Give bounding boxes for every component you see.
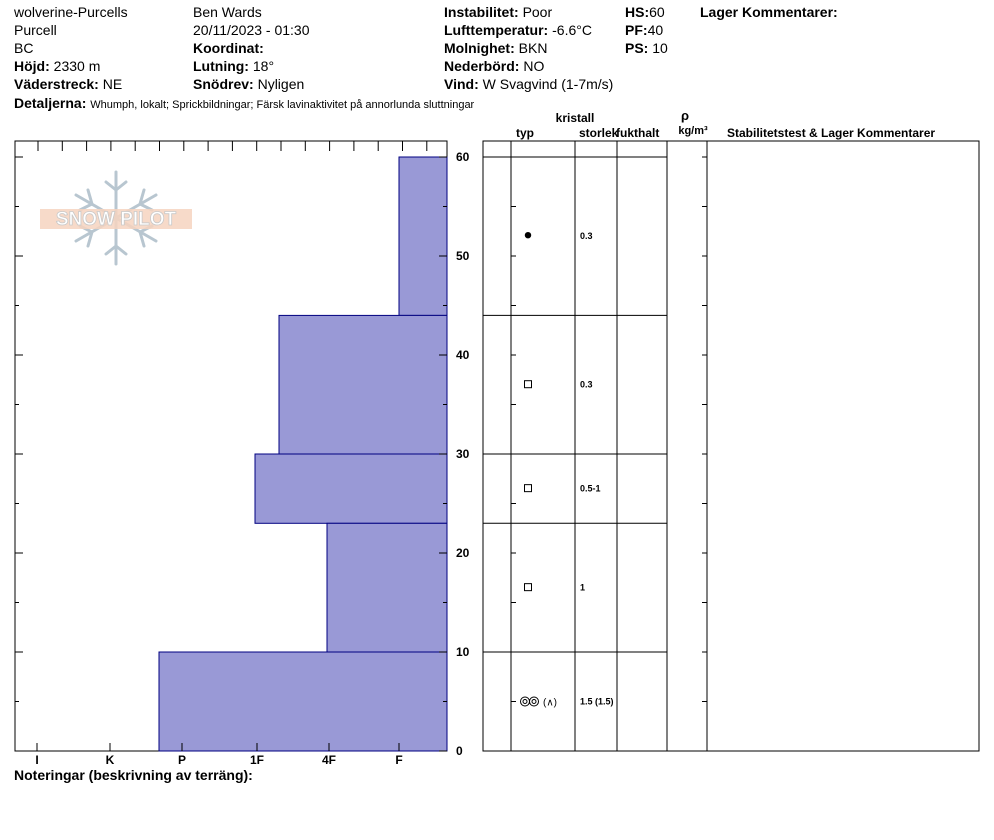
observer-name: Ben Wards [193, 4, 262, 20]
aspect-label: Väderstreck: [14, 76, 99, 92]
hs-value: 60 [649, 4, 665, 20]
depth-tick-label: 40 [456, 348, 470, 362]
storlek-header: storlek [579, 126, 619, 140]
location-name: wolverine-Purcells [14, 4, 128, 20]
crystal-size-value: 0.3 [580, 379, 593, 390]
stability-header: Stabilitetstest & Lager Kommentarer [727, 126, 936, 140]
hardness-bar [255, 454, 447, 523]
hardness-tick-label: K [105, 753, 115, 767]
layer-table [483, 141, 979, 751]
region-name: BC [14, 40, 34, 56]
faceted-crystal-icon [525, 381, 532, 388]
pf-value: 40 [647, 22, 664, 38]
cloud-value: BKN [518, 40, 548, 56]
crystal-size-value: 1.5 (1.5) [580, 696, 614, 707]
details-label: Detaljerna: [14, 95, 87, 111]
snowdrift-label: Snödrev: [193, 76, 254, 92]
hardness-bar [327, 523, 447, 652]
hardness-tick-label: F [395, 753, 403, 767]
ps-label: PS: [625, 40, 649, 56]
hardness-tick-label: 4F [321, 753, 337, 767]
depth-tick-label: 50 [456, 249, 470, 263]
notes-label: Noteringar (beskrivning av terräng): [14, 767, 253, 783]
slope-value: 18° [252, 58, 275, 74]
precip-label: Nederbörd: [444, 58, 520, 74]
logo-text: SNOW PILOT [55, 209, 177, 230]
coordinate-label: Koordinat: [193, 40, 264, 56]
rounded-grain-icon [521, 697, 530, 706]
aspect-value: NE [102, 76, 123, 92]
kristall-header: kristall [555, 111, 595, 125]
hardness-bars [159, 157, 447, 751]
precipitation-particle-icon [525, 232, 531, 238]
pf-label: PF: [625, 22, 648, 38]
ps-value: 10 [652, 40, 668, 56]
density-unit-header: kg/m³ [678, 125, 708, 137]
airtemp-label: Lufttemperatur: [444, 22, 549, 38]
instability-value: Poor [522, 4, 553, 20]
rounded-grain-icon [532, 700, 536, 704]
hs-label: HS: [625, 4, 650, 20]
depth-tick-label: 0 [456, 744, 463, 758]
density-rho-header: ρ [680, 108, 690, 123]
layer-comments-heading: Lager Kommentarer: [700, 4, 838, 20]
crystal-size-value: 0.5-1 [580, 483, 601, 494]
hardness-tick-label: 1F [249, 753, 265, 767]
depth-tick-label: 20 [456, 546, 470, 560]
crystal-size-value: 1 [580, 582, 586, 593]
hardness-tick-label: P [177, 753, 187, 767]
airtemp-value: -6.6°C [552, 22, 592, 38]
elevation-value: 2330 m [53, 58, 101, 74]
cloud-label: Molnighet: [444, 40, 515, 56]
elevation-label: Höjd: [14, 58, 50, 74]
table-frame [483, 141, 979, 751]
fukthalt-header: fukthalt [616, 126, 660, 140]
wind-label: Vind: [444, 76, 479, 92]
depth-tick-label: 10 [456, 645, 470, 659]
range-name: Purcell [14, 22, 57, 38]
depth-tick-label: 60 [456, 150, 470, 164]
hardness-bar [399, 157, 447, 315]
typ-header: typ [516, 126, 534, 140]
hardness-bar [159, 652, 447, 751]
observation-datetime: 20/11/2023 - 01:30 [193, 22, 310, 38]
wind-value: W Svagvind (1-7m/s) [482, 76, 614, 92]
slope-label: Lutning: [193, 58, 249, 74]
snow-pilot-logo [40, 209, 192, 230]
precip-value: NO [523, 58, 545, 74]
depth-hoar-icon: (∧) [543, 697, 557, 709]
instability-label: Instabilitet: [444, 4, 519, 20]
crystal-size-value: 0.3 [580, 231, 593, 242]
snowdrift-value: Nyligen [257, 76, 305, 92]
hardness-bar [279, 315, 447, 454]
depth-tick-label: 30 [456, 447, 470, 461]
details-value: Whumph, lokalt; Sprickbildningar; Färsk lavinaktivitet på annorlunda sluttningar [90, 99, 475, 111]
hardness-tick-label: I [35, 753, 39, 767]
faceted-crystal-icon [525, 485, 532, 492]
rounded-grain-icon [530, 697, 539, 706]
rounded-grain-icon [523, 700, 527, 704]
faceted-crystal-icon [525, 584, 532, 591]
